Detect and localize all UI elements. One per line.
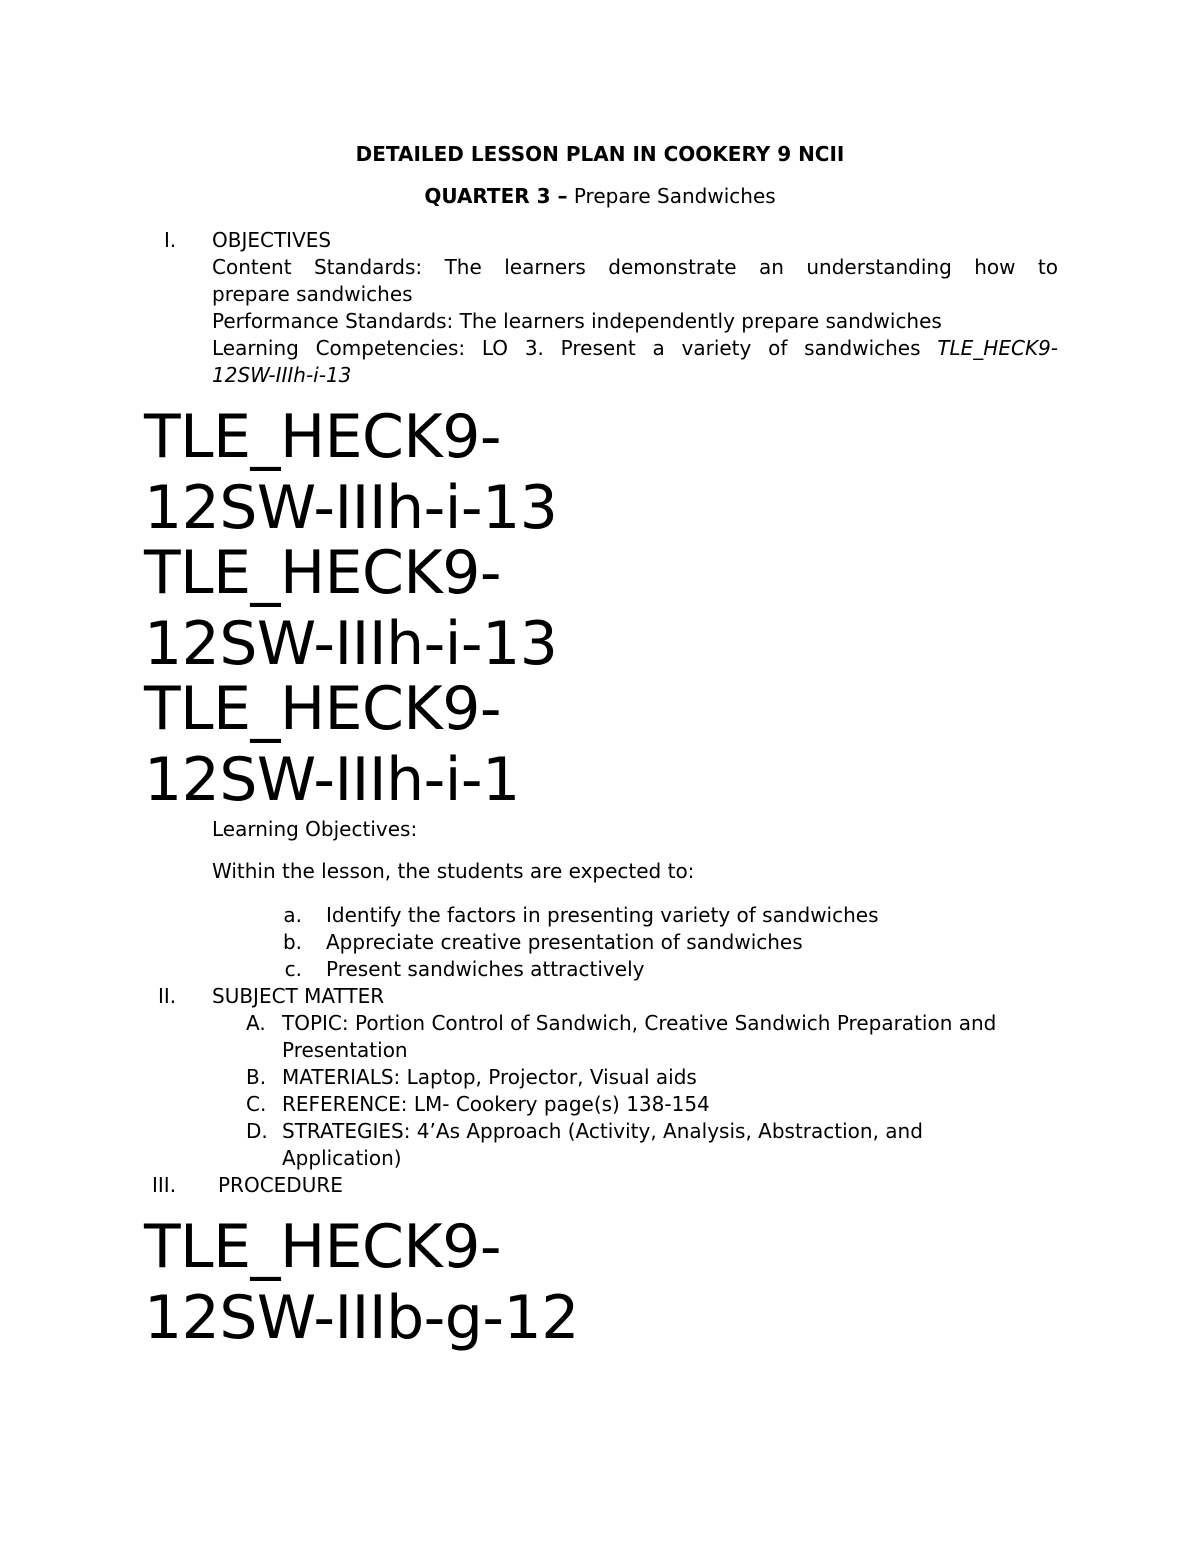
- learning-objectives-intro: Within the lesson, the students are expected to:: [212, 859, 695, 883]
- subject-marker-d: D.: [246, 1119, 268, 1143]
- objective-marker-b: b.: [282, 930, 302, 954]
- subject-matter-numeral: II.: [158, 984, 177, 1008]
- subject-strategies-line2: Application): [282, 1146, 402, 1170]
- quarter-line: [0, 184, 1200, 208]
- final-code-line1: TLE_HECK9-: [144, 1212, 502, 1282]
- quarter-topic: Prepare Sandwiches: [567, 184, 776, 208]
- procedure-heading: PROCEDURE: [218, 1173, 343, 1197]
- final-code-line2: 12SW-IIIb-g-12: [144, 1283, 579, 1353]
- subject-marker-a: A.: [246, 1011, 266, 1035]
- objective-item-b: Appreciate creative presentation of sandwiches: [326, 930, 803, 954]
- document-title: DETAILED LESSON PLAN IN COOKERY 9 NCII: [355, 142, 845, 166]
- subject-topic-line2: Presentation: [282, 1038, 408, 1062]
- big-code-1-line2: 12SW-IIIh-i-13: [144, 473, 558, 543]
- objective-marker-c: c.: [284, 957, 302, 981]
- big-code-3-line1: TLE_HECK9-: [144, 674, 502, 744]
- objectives-numeral: I.: [164, 228, 177, 252]
- learning-objectives-heading: Learning Objectives:: [212, 817, 418, 841]
- learning-competencies-line1: [212, 335, 1058, 362]
- objective-item-c: Present sandwiches attractively: [326, 957, 645, 981]
- subject-strategies-line1: STRATEGIES: 4’As Approach (Activity, Analysis, Abstraction, and: [282, 1119, 923, 1143]
- quarter-label: QUARTER 3 –: [424, 184, 568, 208]
- subject-materials: MATERIALS: Laptop, Projector, Visual aids: [282, 1065, 697, 1089]
- subject-marker-c: C.: [246, 1092, 267, 1116]
- big-code-1-line1: TLE_HECK9-: [144, 402, 502, 472]
- content-standards-line1: Content Standards: The learners demonstrate an understanding how to: [212, 255, 1058, 279]
- competency-code-part1: TLE_HECK9-: [937, 336, 1059, 360]
- objective-marker-a: a.: [283, 903, 302, 927]
- procedure-numeral: III.: [152, 1173, 177, 1197]
- content-standards-line2: prepare sandwiches: [212, 282, 413, 306]
- subject-marker-b: B.: [246, 1065, 267, 1089]
- learning-competencies-text: Learning Competencies: LO 3. Present a variety of sandwiches: [212, 336, 921, 360]
- subject-topic-line1: TOPIC: Portion Control of Sandwich, Creative Sandwich Preparation and: [282, 1011, 997, 1035]
- performance-standards: Performance Standards: The learners independently prepare sandwiches: [212, 309, 942, 333]
- subject-reference: REFERENCE: LM- Cookery page(s) 138-154: [282, 1092, 710, 1116]
- subject-matter-heading: SUBJECT MATTER: [212, 984, 385, 1008]
- objective-item-a: Identify the factors in presenting variety of sandwiches: [326, 903, 879, 927]
- big-code-3-line2: 12SW-IIIh-i-1: [144, 745, 520, 815]
- competency-code-part2: 12SW-IIIh-i-13: [212, 363, 352, 387]
- big-code-2-line2: 12SW-IIIh-i-13: [144, 609, 558, 679]
- big-code-2-line1: TLE_HECK9-: [144, 538, 502, 608]
- objectives-heading: OBJECTIVES: [212, 228, 332, 252]
